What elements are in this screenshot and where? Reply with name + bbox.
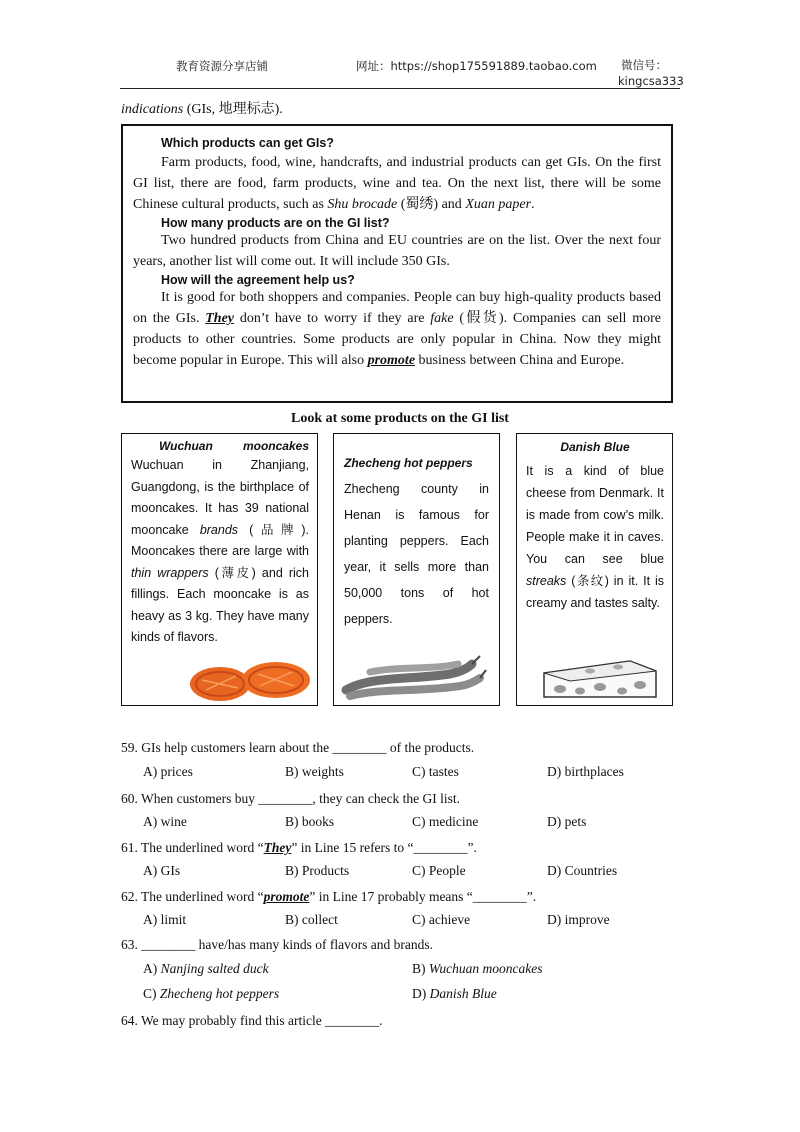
- card-zhecheng-text: Zhecheng county in Henan is famous for planting peppers. Each year, it sells more than 50,000 tons of hot peppers.: [344, 482, 489, 626]
- q60-option-c[interactable]: C) medicine: [412, 814, 479, 829]
- question-63: 63. ________ have/has many kinds of flavors and brands.: [121, 937, 433, 952]
- question-64: 64. We may probably find this article ________.: [121, 1013, 383, 1028]
- gi-list-title: Look at some products on the GI list: [291, 411, 509, 426]
- underlined-they: They: [205, 311, 235, 326]
- q61-option-a[interactable]: A) GIs: [143, 863, 181, 878]
- question-62: 62. The underlined word “promote” in Line 17 probably means “________”.: [121, 889, 537, 904]
- q59-option-a[interactable]: A) prices: [143, 764, 193, 779]
- card-danish-title: Danish Blue: [560, 440, 630, 454]
- intro-line: [121, 98, 283, 118]
- heading-how-many: How many products are on the GI list?: [161, 216, 390, 230]
- question-59: 59. GIs help customers learn about the ________ of the products.: [121, 740, 475, 755]
- card-zhecheng-title: Zhecheng hot peppers: [344, 456, 473, 470]
- q63-option-d[interactable]: D) Danish Blue: [412, 986, 497, 1001]
- shop-url: 网址：https://shop175591889.taobao.com: [356, 59, 597, 73]
- q62-option-b[interactable]: B) collect: [285, 912, 338, 927]
- paragraph-products: Farm products, food, wine, handcrafts, and industrial products can get GIs. On the first GI list, there are food, farm products, wine and tea. On the next list, there will be some Chinese cultural products, such as Shu brocade (蜀绣) and Xuan paper.: [133, 155, 661, 212]
- peppers-image: [340, 652, 490, 702]
- shop-name: 教育资源分享店铺: [176, 59, 268, 73]
- q60-option-d[interactable]: D) pets: [547, 814, 587, 829]
- article-box: [121, 124, 673, 403]
- wechat-id: kingcsa333: [618, 74, 684, 88]
- q62-option-a[interactable]: A) limit: [143, 912, 187, 927]
- q60-option-b[interactable]: B) books: [285, 814, 335, 829]
- q61-option-d[interactable]: D) Countries: [547, 863, 618, 878]
- card-wuchuan-text: Wuchuan in Zhanjiang, Guangdong, is the birthplace of mooncakes. It has 39 national mooncake brands (品牌). Mooncakes there are large with thin wrappers (薄皮) and rich fillings. Each mooncake is as heavy as 3 kg. They have many kinds of flavors.: [131, 458, 309, 644]
- heading-agreement: How will the agreement help us?: [161, 273, 355, 287]
- underlined-promote: promote: [367, 353, 416, 368]
- intro-rest: (GIs, 地理标志).: [183, 102, 283, 117]
- q61-option-b[interactable]: B) Products: [285, 863, 350, 878]
- q59-option-c[interactable]: C) tastes: [412, 764, 459, 779]
- card-danish-text: It is a kind of blue cheese from Denmark. It is made from cow’s milk. People make it in caves. You can see blue streaks (条纹) in it. It is creamy and tastes salty.: [526, 464, 664, 610]
- q61-option-c[interactable]: C) People: [412, 863, 466, 878]
- q60-option-a[interactable]: A) wine: [143, 814, 187, 829]
- paragraph-how-many: Two hundred products from China and EU countries are on the list. Over the next four years, another list will come out. It will include 350 GIs.: [133, 233, 661, 269]
- q59-option-d[interactable]: D) birthplaces: [547, 764, 624, 779]
- heading-products: Which products can get GIs?: [161, 136, 334, 150]
- q63-option-b[interactable]: B) Wuchuan mooncakes: [412, 961, 543, 976]
- q62-option-d[interactable]: D) improve: [547, 912, 610, 927]
- paragraph-agreement: It is good for both shoppers and companies. People can buy high-quality products based on the GIs. They don’t have to worry if they are fake (假货). Companies can sell more products to other countries. Some products are only popular in China. Now they might become popular in Europe. This will also promote business between China and Europe.: [133, 290, 661, 368]
- intro-italic: indications: [121, 102, 184, 117]
- mooncakes-image: [188, 660, 314, 702]
- card-wuchuan-title: Wuchuan mooncakes: [159, 439, 309, 453]
- wechat-label: 微信号：: [621, 58, 667, 72]
- q63-option-a[interactable]: A) Nanjing salted duck: [143, 961, 269, 976]
- q63-option-c[interactable]: C) Zhecheng hot peppers: [143, 986, 280, 1001]
- question-61: 61. The underlined word “They” in Line 15 refers to “________”.: [121, 840, 477, 855]
- q59-option-b[interactable]: B) weights: [285, 764, 344, 779]
- header-divider: [120, 88, 680, 89]
- question-60: 60. When customers buy ________, they can check the GI list.: [121, 791, 461, 806]
- q62-option-c[interactable]: C) achieve: [412, 912, 471, 927]
- cheese-image: [540, 655, 660, 701]
